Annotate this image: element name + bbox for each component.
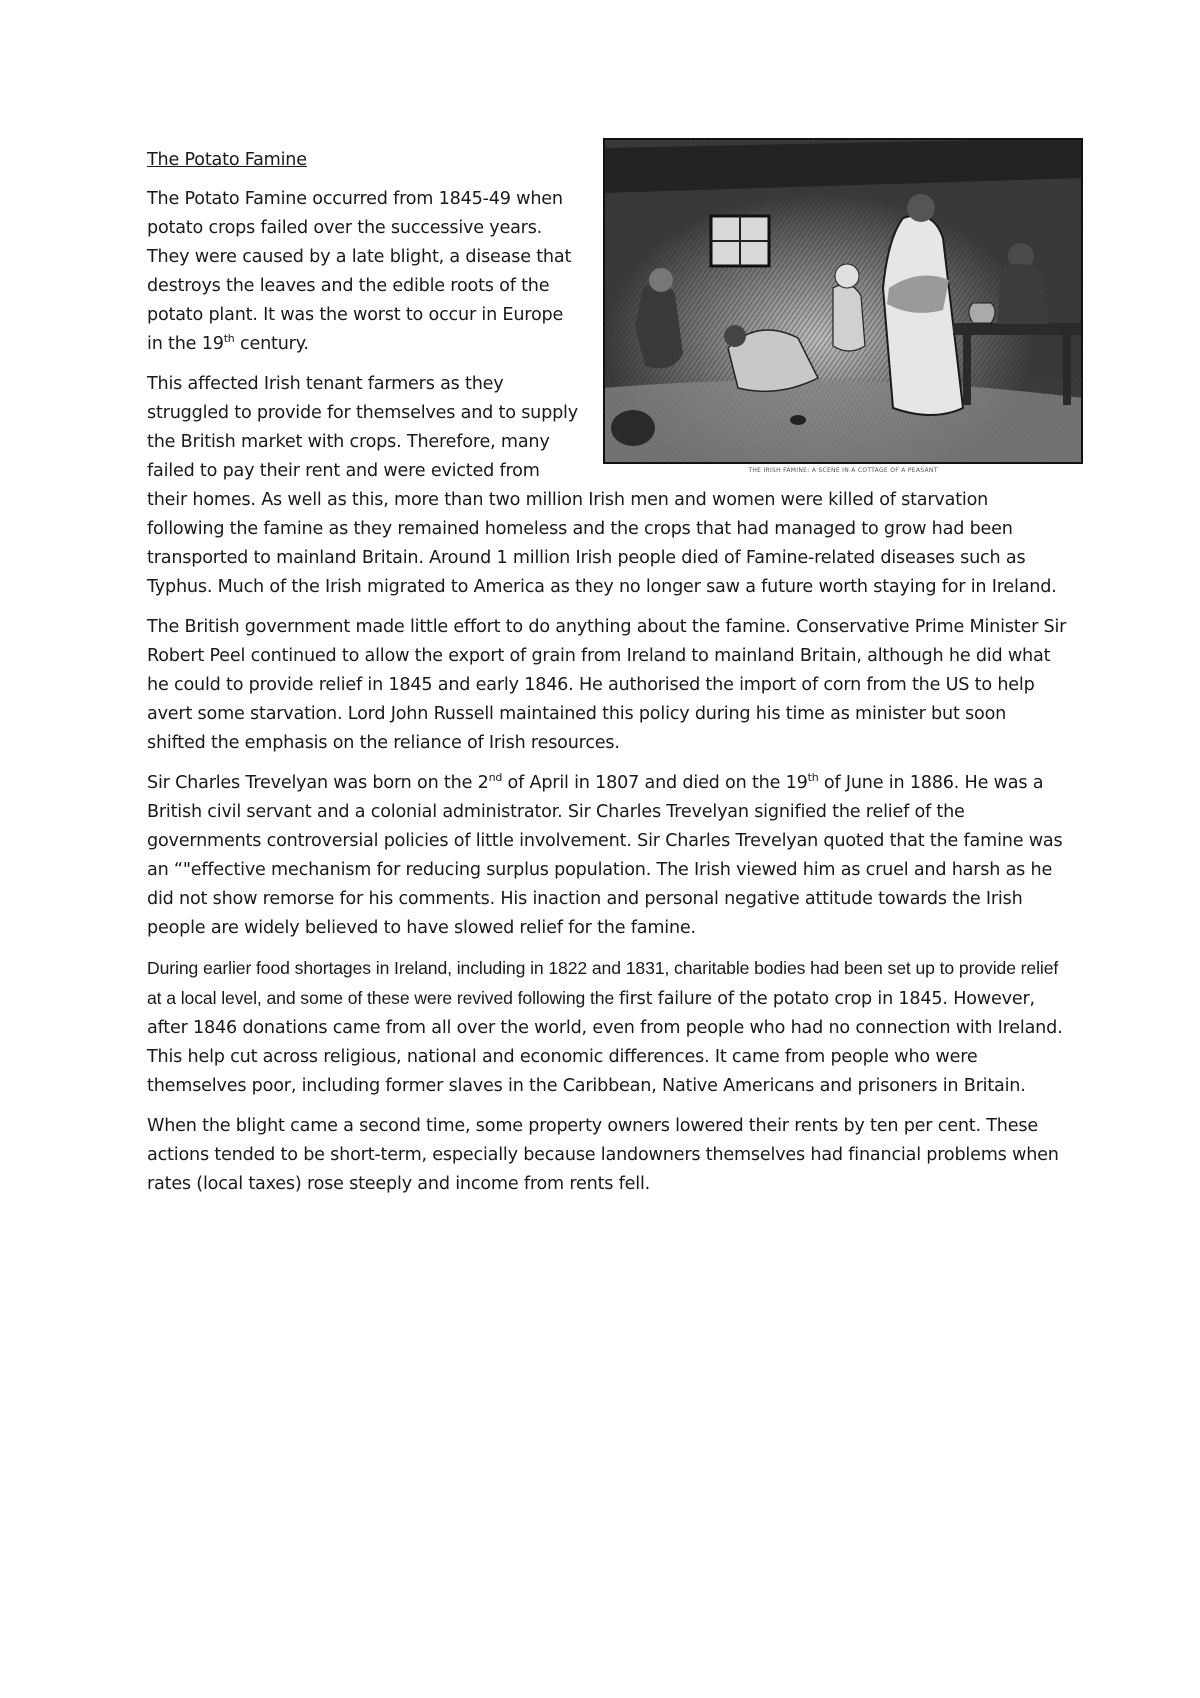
- paragraph-4-a: Sir Charles Trevelyan was born on the 2: [147, 773, 489, 793]
- paragraph-2: This affected Irish tenant farmers as they struggled to provide for themselves and to supply the British market with crops. Therefore, many failed to pay their rent and were evicted from their homes. As well as this, more than two million Irish men and women were killed of starvation following the famine as they remained homeless and the crops that had managed to grow had been transported to mainland Britain. Around 1 million Irish people died of Famine-related diseases such as Typhus. Much of the Irish migrated to America as they no longer saw a future worth staying for in Ireland.: [147, 374, 1057, 597]
- paragraph-6: When the blight came a second time, some property owners lowered their rents by ten per cent. These actions tended to be short-term, especially because landowners themselves had financial problems when rates (local taxes) rose steeply and income from rents fell.: [147, 1116, 1059, 1194]
- figure: [603, 138, 1083, 478]
- paragraph-5-a: During earlier food shortages in Ireland, including in 1822 and 1831, charitable bodies had been set up to provide relief at a local level, and some of these were revived following the: [147, 958, 1059, 1008]
- document-body: [147, 146, 1067, 1210]
- image-caption: THE IRISH FAMINE: A SCENE IN A COTTAGE OF A PEASANT: [748, 467, 938, 474]
- paragraph-5: [147, 954, 1067, 1101]
- paragraph-1-sup: th: [223, 332, 235, 346]
- paragraph-5-b: first failure of the potato crop in 1845. However, after 1846 donations came from all over the world, even from people who had no connection with Ireland. This help cut across religious, national and economic differences. It came from people who were themselves poor, including former slaves in the Caribbean, Native Americans and prisoners in Britain.: [147, 989, 1063, 1096]
- paragraph-4-b: of April in 1807 and died on the 19: [502, 773, 808, 793]
- famine-engraving-image: [603, 138, 1083, 464]
- paragraph-4-sup-2: th: [807, 771, 819, 785]
- paragraph-1-end: century.: [234, 334, 309, 354]
- paragraph-1-text: The Potato Famine occurred from 1845-49 when potato crops failed over the successive years. They were caused by a late blight, a disease that destroys the leaves and the edible roots of the potato plant. It was the worst to occur in Europe in the 19: [147, 189, 572, 354]
- paragraph-3: The British government made little effort to do anything about the famine. Conservative Prime Minister Sir Robert Peel continued to allow the export of grain from Ireland to mainland Britain, although he did what he could to provide relief in 1845 and early 1846. He authorised the import of corn from the US to help avert some starvation. Lord John Russell maintained this policy during his time as minister but soon shifted the emphasis on the reliance of Irish resources.: [147, 617, 1067, 753]
- paragraph-4: [147, 769, 1067, 943]
- paragraph-4-sup-1: nd: [488, 771, 503, 785]
- paragraph-4-c: of June in 1886. He was a British civil servant and a colonial administrator. Sir Charles Trevelyan signified the relief of the governments controversial policies of little involvement. Sir Charles Trevelyan quoted that the famine was an “"effective mechanism for reducing surplus population. The Irish viewed him as cruel and harsh as he did not show remorse for his comments. His inaction and personal negative attitude towards the Irish people are widely believed to have slowed relief for the famine.: [147, 773, 1063, 938]
- page-title: The Potato Famine: [147, 150, 307, 170]
